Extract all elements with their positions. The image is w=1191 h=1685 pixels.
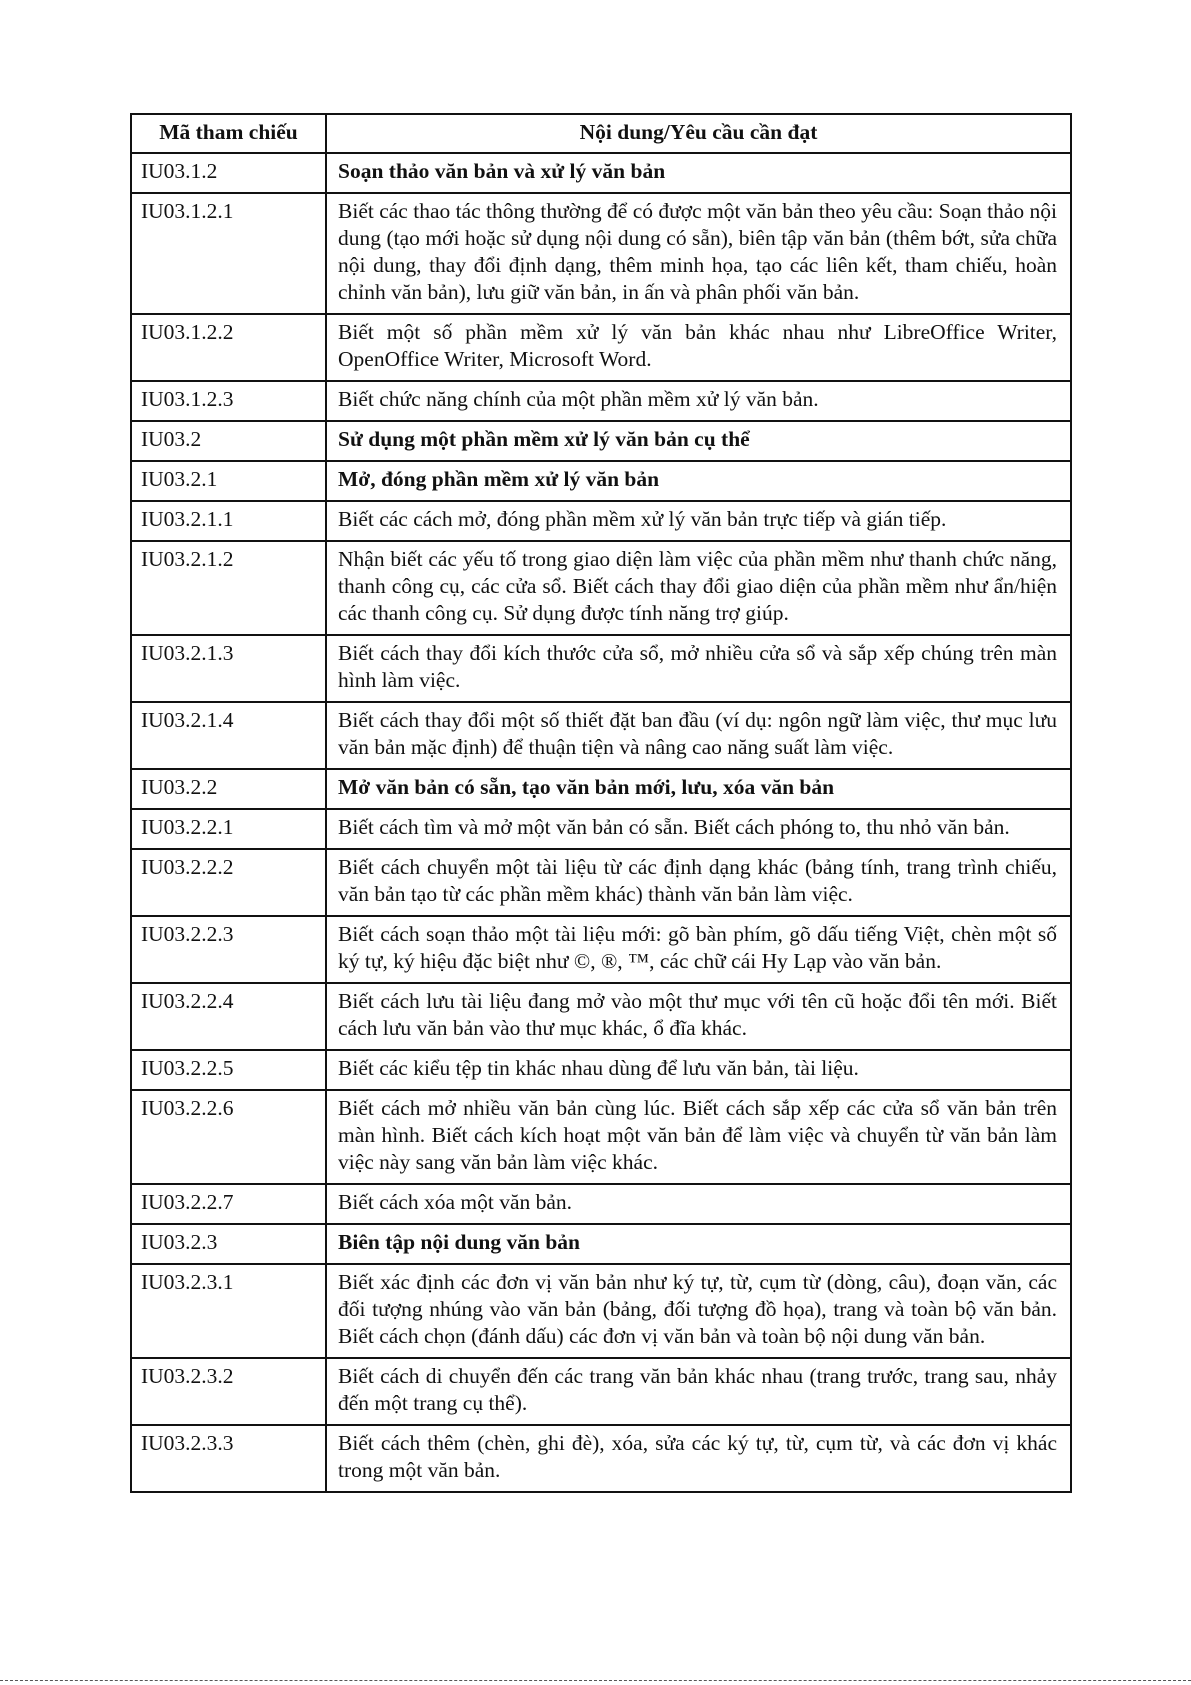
section-heading: Soạn thảo văn bản và xử lý văn bản (326, 153, 1071, 193)
table-row (131, 849, 1071, 916)
section-heading: Mở văn bản có sẵn, tạo văn bản mới, lưu, xóa văn bản (326, 769, 1071, 809)
requirement-text: Biết cách di chuyển đến các trang văn bản khác nhau (trang trước, trang sau, nhảy đến một trang cụ thể). (326, 1358, 1071, 1425)
reference-code: IU03.1.2.2 (131, 314, 326, 381)
table-row (131, 1358, 1071, 1425)
table-row (131, 635, 1071, 702)
requirement-text: Biết cách tìm và mở một văn bản có sẵn. Biết cách phóng to, thu nhỏ văn bản. (326, 809, 1071, 849)
reference-code: IU03.2.1.1 (131, 501, 326, 541)
table-row (131, 809, 1071, 849)
requirement-text: Biết các cách mở, đóng phần mềm xử lý văn bản trực tiếp và gián tiếp. (326, 501, 1071, 541)
requirement-text: Biết xác định các đơn vị văn bản như ký tự, từ, cụm từ (dòng, câu), đoạn văn, các đối tượng nhúng vào văn bản (bảng, đối tượng đồ họa), trang và toàn bộ văn bản. Biết cách chọn (đánh dấu) các đơn vị văn bản và toàn bộ nội dung văn bản. (326, 1264, 1071, 1358)
reference-code: IU03.2.3.1 (131, 1264, 326, 1358)
reference-code: IU03.2.2.2 (131, 849, 326, 916)
document-page (130, 113, 1070, 1493)
requirement-text: Nhận biết các yếu tố trong giao diện làm việc của phần mềm như thanh chức năng, thanh công cụ, các cửa sổ. Biết cách thay đổi giao diện của phần mềm như ẩn/hiện các thanh công cụ. Sử dụng được tính năng trợ giúp. (326, 541, 1071, 635)
table-row (131, 153, 1071, 193)
table-row (131, 1425, 1071, 1492)
requirement-text: Biết cách thay đổi một số thiết đặt ban đầu (ví dụ: ngôn ngữ làm việc, thư mục lưu văn bản mặc định) để thuận tiện và nâng cao năng suất làm việc. (326, 702, 1071, 769)
footer-divider (0, 1680, 1191, 1681)
reference-code: IU03.2.3.2 (131, 1358, 326, 1425)
table-row (131, 1090, 1071, 1184)
reference-table (130, 113, 1072, 1493)
table-row (131, 193, 1071, 314)
reference-code: IU03.2.1.2 (131, 541, 326, 635)
reference-code: IU03.2.2.1 (131, 809, 326, 849)
reference-code: IU03.2.3.3 (131, 1425, 326, 1492)
table-row (131, 702, 1071, 769)
table-row (131, 1224, 1071, 1264)
reference-code: IU03.2.1.3 (131, 635, 326, 702)
reference-code: IU03.1.2.1 (131, 193, 326, 314)
table-row (131, 1184, 1071, 1224)
requirement-text: Biết cách soạn thảo một tài liệu mới: gõ bàn phím, gõ dấu tiếng Việt, chèn một số ký tự, ký hiệu đặc biệt như ©, ®, ™, các chữ cái Hy Lạp vào văn bản. (326, 916, 1071, 983)
reference-code: IU03.2.2.5 (131, 1050, 326, 1090)
table-row (131, 501, 1071, 541)
reference-code: IU03.2.2.3 (131, 916, 326, 983)
table-row (131, 983, 1071, 1050)
requirement-text: Biết cách xóa một văn bản. (326, 1184, 1071, 1224)
requirement-text: Biết cách chuyển một tài liệu từ các định dạng khác (bảng tính, trang trình chiếu, văn bản tạo từ các phần mềm khác) thành văn bản làm việc. (326, 849, 1071, 916)
reference-code: IU03.2.3 (131, 1224, 326, 1264)
reference-code: IU03.2.2.7 (131, 1184, 326, 1224)
reference-code: IU03.2.2.6 (131, 1090, 326, 1184)
table-row (131, 461, 1071, 501)
requirement-text: Biết các kiểu tệp tin khác nhau dùng để lưu văn bản, tài liệu. (326, 1050, 1071, 1090)
requirement-text: Biết các thao tác thông thường để có được một văn bản theo yêu cầu: Soạn thảo nội dung (tạo mới hoặc sử dụng nội dung có sẵn), biên tập văn bản (thêm bớt, sửa chữa nội dung, thay đổi định dạng, thêm minh họa, tạo các liên kết, tham chiếu, hoàn chỉnh văn bản), lưu giữ văn bản, in ấn và phân phối văn bản. (326, 193, 1071, 314)
reference-code: IU03.2.2.4 (131, 983, 326, 1050)
requirement-text: Biết chức năng chính của một phần mềm xử lý văn bản. (326, 381, 1071, 421)
reference-code: IU03.1.2 (131, 153, 326, 193)
reference-code: IU03.2.1 (131, 461, 326, 501)
section-heading: Sử dụng một phần mềm xử lý văn bản cụ thể (326, 421, 1071, 461)
table-row (131, 769, 1071, 809)
requirement-text: Biết cách lưu tài liệu đang mở vào một thư mục với tên cũ hoặc đổi tên mới. Biết cách lưu văn bản vào thư mục khác, ổ đĩa khác. (326, 983, 1071, 1050)
header-code: Mã tham chiếu (131, 114, 326, 153)
table-row (131, 381, 1071, 421)
section-heading: Biên tập nội dung văn bản (326, 1224, 1071, 1264)
table-body (131, 153, 1071, 1492)
table-row (131, 1264, 1071, 1358)
header-content: Nội dung/Yêu cầu cần đạt (326, 114, 1071, 153)
reference-code: IU03.2 (131, 421, 326, 461)
requirement-text: Biết cách thêm (chèn, ghi đè), xóa, sửa các ký tự, từ, cụm từ, và các đơn vị khác trong một văn bản. (326, 1425, 1071, 1492)
reference-code: IU03.1.2.3 (131, 381, 326, 421)
reference-code: IU03.2.1.4 (131, 702, 326, 769)
table-header-row (131, 114, 1071, 153)
requirement-text: Biết một số phần mềm xử lý văn bản khác nhau như LibreOffice Writer, OpenOffice Writer, Microsoft Word. (326, 314, 1071, 381)
table-row (131, 541, 1071, 635)
requirement-text: Biết cách mở nhiều văn bản cùng lúc. Biết cách sắp xếp các cửa sổ văn bản trên màn hình. Biết cách kích hoạt một văn bản để làm việc và chuyển từ văn bản làm việc này sang văn bản làm việc khác. (326, 1090, 1071, 1184)
requirement-text: Biết cách thay đổi kích thước cửa sổ, mở nhiều cửa sổ và sắp xếp chúng trên màn hình làm việc. (326, 635, 1071, 702)
table-row (131, 1050, 1071, 1090)
table-row (131, 916, 1071, 983)
section-heading: Mở, đóng phần mềm xử lý văn bản (326, 461, 1071, 501)
table-row (131, 314, 1071, 381)
table-row (131, 421, 1071, 461)
reference-code: IU03.2.2 (131, 769, 326, 809)
